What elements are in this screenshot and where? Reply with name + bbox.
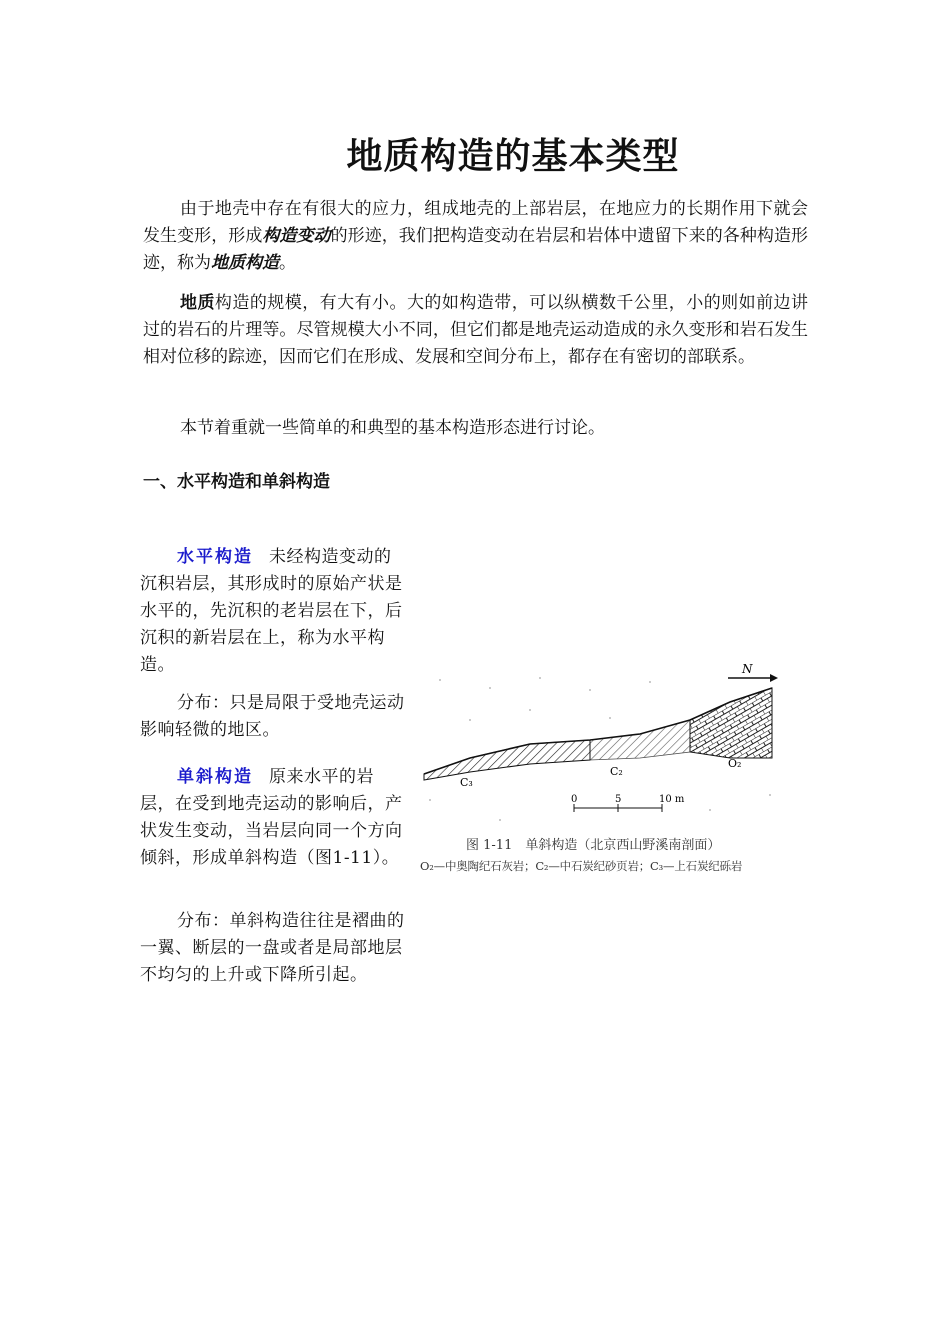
horizontal-structure-text: 未经构造变动的沉积岩层，其形成时的原始产状是水平的，先沉积的老岩层在下，后沉积的新岩层在上，称为水平构造。 xyxy=(140,547,403,675)
monocline-distribution-block xyxy=(140,908,408,989)
figure-legend: O₂—中奥陶纪石灰岩；C₂—中石炭纪砂页岩；C₃—上石炭纪砾岩 xyxy=(420,859,743,873)
term-monocline-structure: 单斜构造 xyxy=(177,767,253,787)
intro-p1-text-c: 。 xyxy=(279,253,296,273)
intro-paragraph-3: 本节着重就一些简单的和典型的基本构造形态进行讨论。 xyxy=(180,418,605,438)
layer-o2 xyxy=(690,688,772,758)
scale-10: 10 m xyxy=(659,794,685,805)
label-o2: O₂ xyxy=(728,757,742,770)
term-horizontal-structure: 水平构造 xyxy=(177,547,253,567)
monocline-distribution-text: 分布：单斜构造往往是褶曲的一翼、断层的一盘或者是局部地层不均匀的上升或下降所引起。 xyxy=(140,911,405,985)
term-tectonic-movement: 构造变动 xyxy=(262,226,331,246)
intro-paragraph-2 xyxy=(143,290,808,371)
intro-p2-text: 构造的规模，有大有小。大的如构造带，可以纵横数千公里，小的则如前边讲过的岩石的片理等。尽管规模大小不同，但它们都是地壳运动造成的永久变形和岩石发生相对位移的踪迹，因而它们在形成、发展和空间分布上，都存在有密切的部联系。 xyxy=(143,293,809,367)
horizontal-distribution-text: 分布：只是局限于受地壳运动影响轻微的地区。 xyxy=(140,693,405,740)
monocline-structure-block xyxy=(140,764,408,872)
horizontal-distribution-block xyxy=(140,690,408,744)
scale-5: 5 xyxy=(615,794,622,805)
horizontal-structure-block xyxy=(140,544,408,679)
label-c2: C₂ xyxy=(610,765,623,778)
intro-p1-text-b: 的形迹，我们把构造变动在岩层和岩体中遗留下来的各种构造形迹，称为 xyxy=(143,226,809,273)
section-heading: 一、水平构造和单斜构造 xyxy=(143,472,330,492)
page-title: 地质构造的基本类型 xyxy=(346,135,680,177)
label-c3: C₃ xyxy=(460,776,473,789)
scale-bar xyxy=(574,804,662,812)
north-label: N xyxy=(742,662,753,676)
scale-0: 0 xyxy=(571,794,578,805)
intro-paragraph-1 xyxy=(143,196,808,277)
intro-p1-text-a: 由于地壳中存在有很大的应力，组成地壳的上部岩层，在地应力的长期作用下就会发生变形，形成 xyxy=(143,199,808,246)
layer-c2 xyxy=(590,720,690,760)
intro-p2-lead: 地质 xyxy=(180,293,215,313)
layer-c3 xyxy=(424,740,590,780)
term-geologic-structure: 地质构造 xyxy=(211,253,279,273)
figure-caption: 图 1-11 单斜构造（北京西山野溪南剖面） xyxy=(466,838,721,853)
north-arrow-icon xyxy=(728,674,778,682)
monocline-structure-text: 原来水平的岩层，在受到地壳运动的影响后，产状发生变动，当岩层向同一个方向倾斜，形成单斜构造（图1-11）。 xyxy=(140,767,403,868)
